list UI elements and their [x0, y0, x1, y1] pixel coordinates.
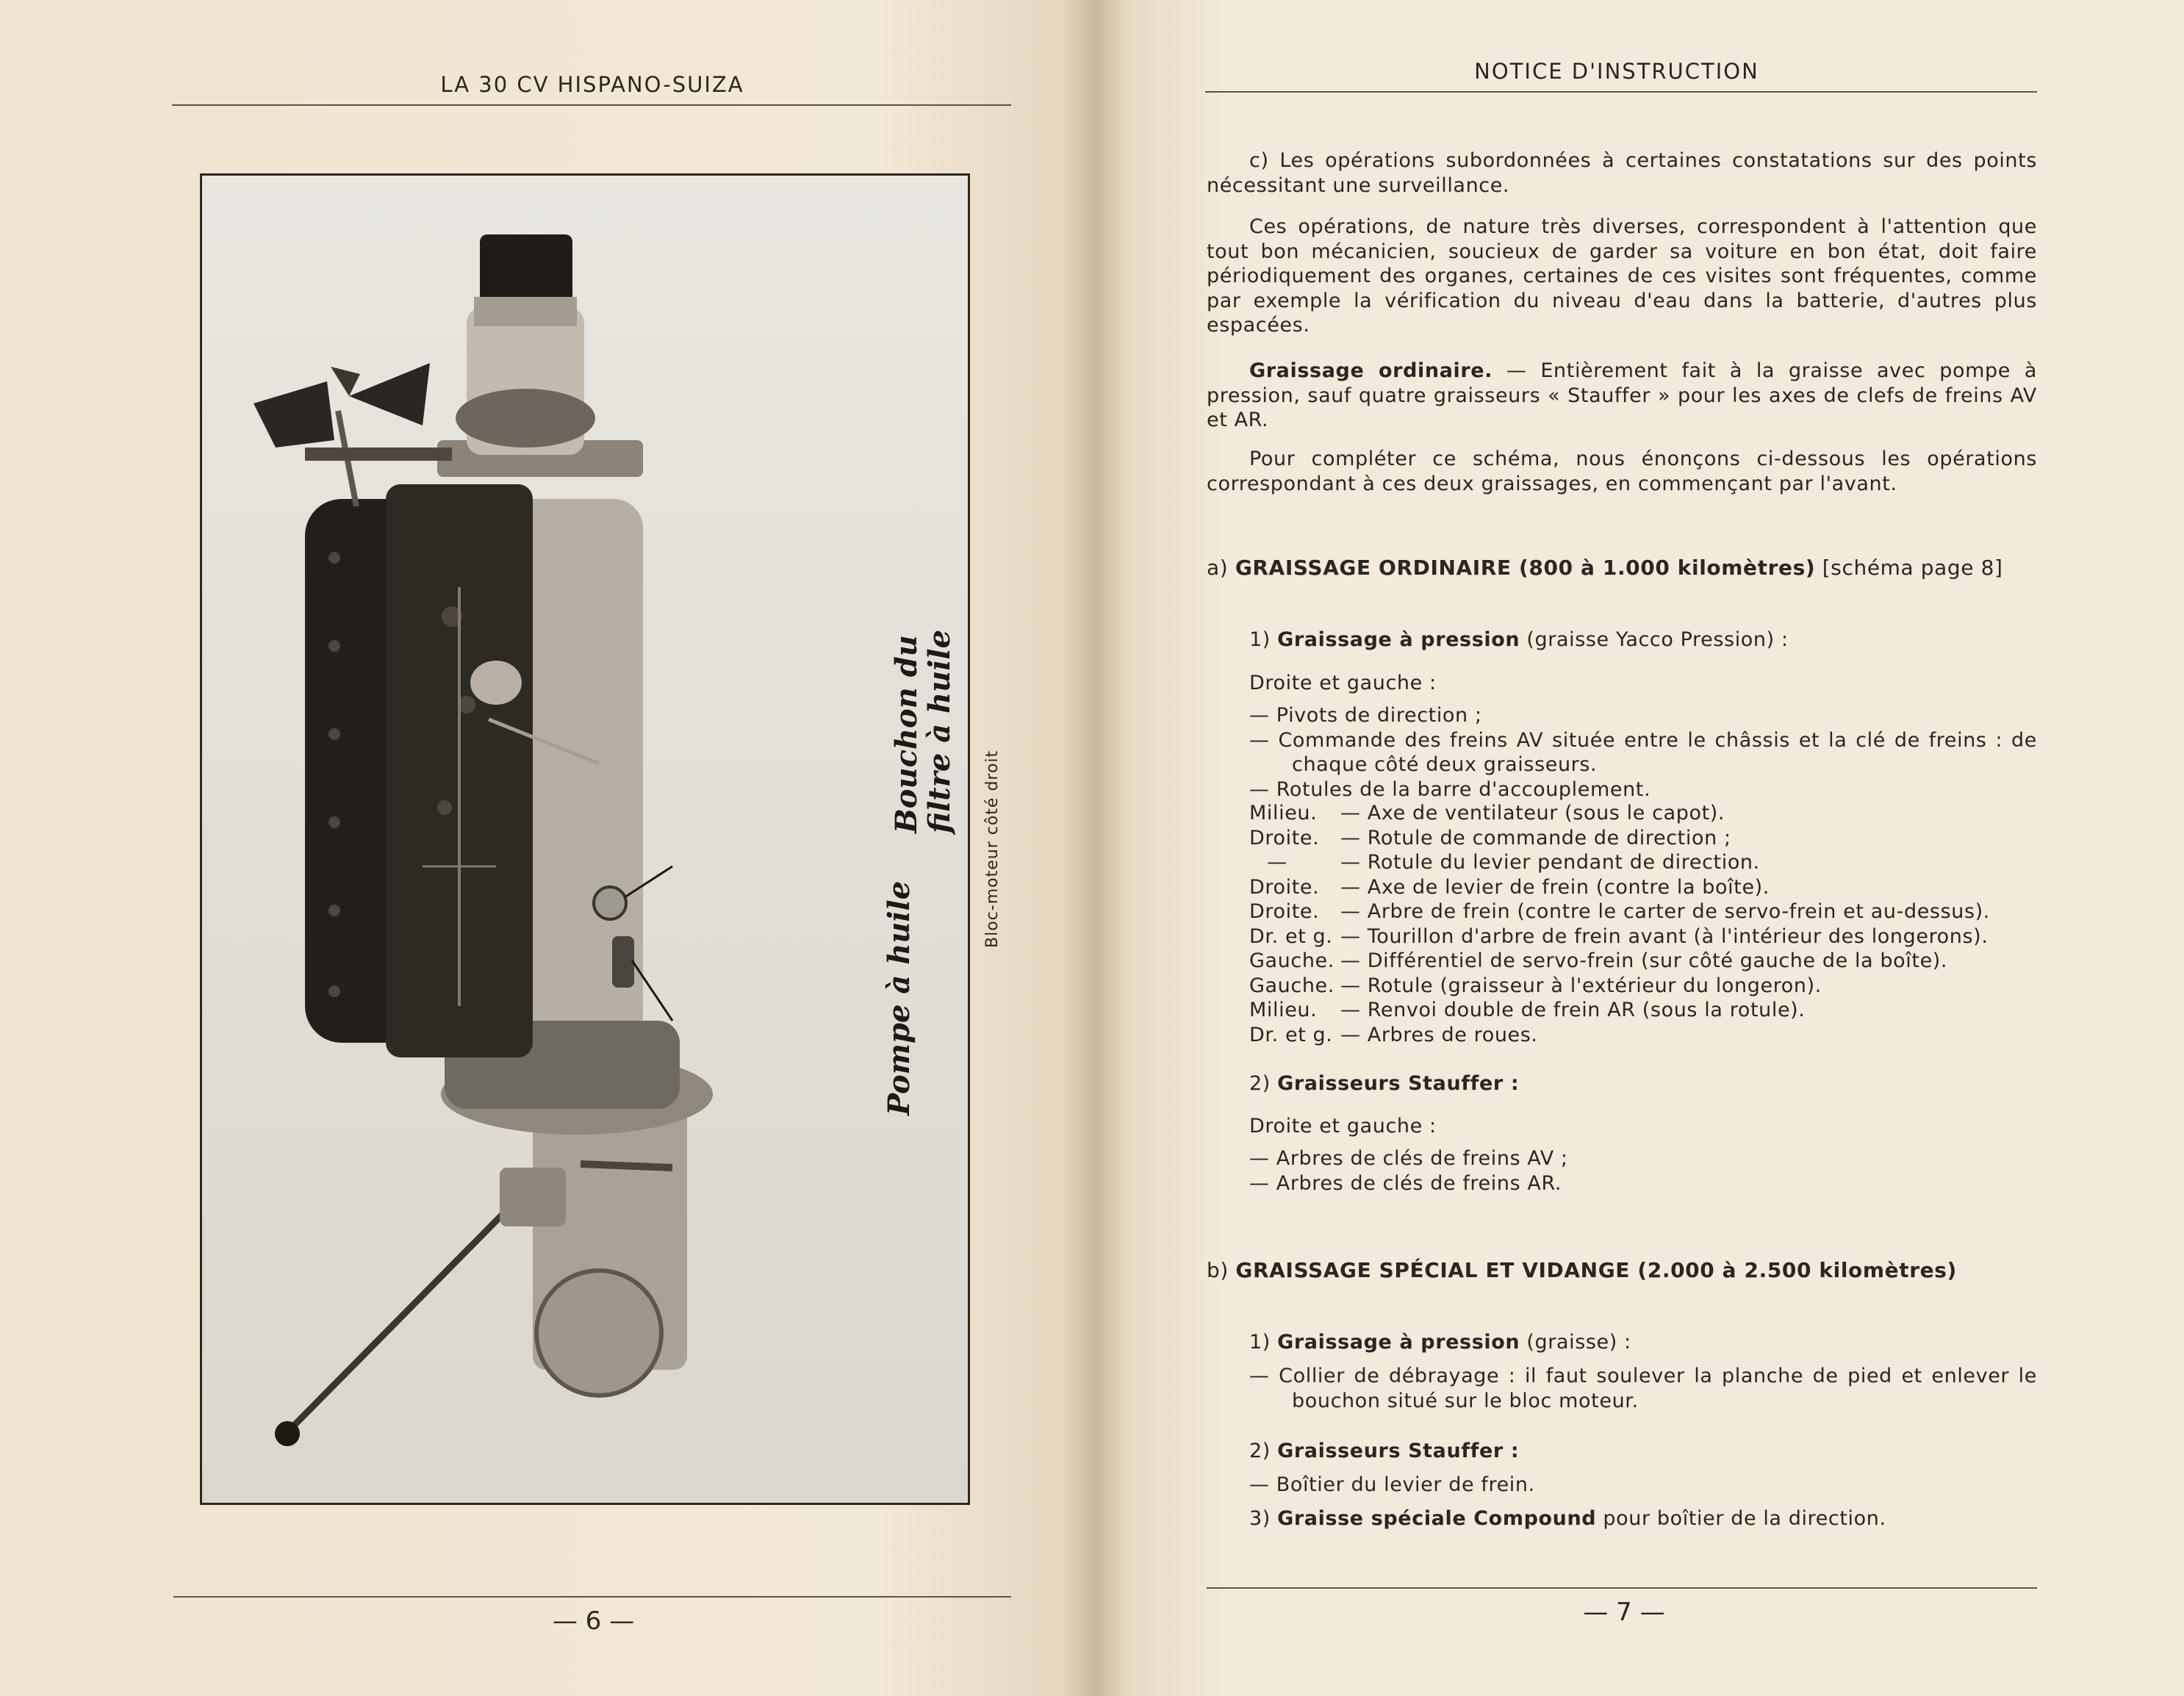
section-b-sub3	[1249, 1506, 1886, 1531]
section-b-sub1-num: 1)	[1249, 1331, 1271, 1354]
section-a-sub1-list	[1249, 703, 2037, 802]
header-rule-right	[1205, 91, 2037, 93]
list-item: — Arbres de clés de freins AR.	[1249, 1171, 1562, 1195]
label-oil-pump: Pompe à huile	[882, 880, 916, 1115]
section-a-sub2-list	[1249, 1146, 1568, 1196]
row-side: —	[1267, 851, 1287, 874]
row-side: Milieu.	[1249, 999, 1318, 1021]
fan-blade	[254, 381, 334, 448]
row-text: — Différentiel de servo-frein (sur côté gauche de la boîte).	[1340, 949, 1948, 972]
servo-brake	[536, 1271, 661, 1395]
row-text: — Rotule de commande de direction ;	[1340, 826, 1731, 849]
row-side: Gauche.	[1249, 974, 1335, 997]
graissage-ordinaire-paragraph	[1207, 359, 2037, 433]
table-row	[1249, 899, 2037, 924]
section-b-sub2-item: — Boîtier du levier de frein.	[1249, 1473, 1535, 1496]
table-row	[1249, 949, 2037, 974]
section-b-sub1-note: (graisse) :	[1526, 1331, 1631, 1354]
section-b-sub1-item: — Collier de débrayage : il faut soulever la planche de pied et enlever le bouchon situé sur le bloc moteur.	[1249, 1365, 2037, 1412]
row-side: Droite.	[1249, 900, 1320, 923]
row-text: — Rotule (graisseur à l'extérieur du longeron).	[1340, 974, 1822, 997]
table-row	[1249, 875, 2037, 900]
oil-pump	[612, 936, 634, 988]
table-row	[1249, 850, 2037, 875]
table-row	[1249, 826, 2037, 851]
table-row	[1249, 974, 2037, 999]
section-b-sub1	[1249, 1330, 1631, 1355]
section-b-sub3-num: 3)	[1249, 1507, 1271, 1530]
table-row	[1249, 1023, 2037, 1048]
list-item: — Commande des freins AV située entre le châssis et la clé de freins : de chaque côté deux graisseurs.	[1249, 728, 2037, 776]
section-a-title: GRAISSAGE ORDINAIRE (800 à 1.000 kilomètres)	[1235, 556, 1816, 580]
table-row	[1249, 801, 2037, 826]
graissage-ordinaire-text: — Entièrement fait à la graisse avec pompe à pression, sauf quatre graisseurs « Stauffer » pour les axes de clefs de freins AV et AR.	[1207, 359, 2037, 431]
row-text: — Arbre de frein (contre le carter de servo-frein et au-dessus).	[1340, 900, 1990, 923]
shift-lever	[289, 1193, 524, 1431]
section-b-sub2-title: Graisseurs Stauffer :	[1277, 1440, 1520, 1462]
section-b-sub3-text: pour boîtier de la direction.	[1603, 1507, 1886, 1530]
list-item: — Pivots de direction ;	[1249, 704, 1482, 727]
running-head-left: LA 30 CV HISPANO-SUIZA	[440, 72, 744, 97]
section-b-sub1-title: Graissage à pression	[1277, 1331, 1520, 1354]
row-side: Dr. et g.	[1249, 1023, 1333, 1046]
section-a-sub2-num: 2)	[1249, 1072, 1271, 1095]
row-text: — Rotule du levier pendant de direction.	[1340, 851, 1760, 874]
carburetor	[470, 661, 522, 705]
oil-filter-cap	[594, 887, 626, 919]
section-a-sub1-title: Graissage à pression	[1277, 628, 1520, 651]
section-b-sub2-num: 2)	[1249, 1440, 1271, 1462]
row-side: Gauche.	[1249, 949, 1335, 972]
row-side: Droite.	[1249, 826, 1320, 849]
section-a-sub2-title: Graisseurs Stauffer :	[1277, 1072, 1520, 1095]
engine-illustration	[202, 176, 968, 1503]
section-a-rows	[1249, 801, 2037, 1047]
list-item: — Rotules de la barre d'accouplement.	[1249, 777, 1651, 801]
section-b-sub2	[1249, 1439, 1519, 1464]
label-filter-line1: Bouchon du	[889, 635, 924, 833]
page-number-right: — 7 —	[1583, 1598, 1665, 1627]
label-filter-line2: filtre à huile	[922, 629, 957, 833]
section-b-prefix: b)	[1207, 1258, 1229, 1282]
intro-paragraph-3: Pour compléter ce schéma, nous énonçons ci-dessous les opérations correspondant à ces deux graissages, en commençant par l'avant.	[1207, 448, 2037, 495]
row-text: — Tourillon d'arbre de frein avant (à l'intérieur des longerons).	[1340, 924, 1989, 948]
row-text: — Axe de ventilateur (sous le capot).	[1340, 802, 1725, 824]
intro-paragraph-2: Ces opérations, de nature très diverses, correspondent à l'attention que tout bon mécanicien, soucieux de garder sa voiture en bon état, doit faire périodiquement des organes, certaines de ces visites sont fréquentes, comme par exemple la vérification du niveau d'eau dans la batterie, d'autres plus espacées.	[1207, 215, 2037, 337]
row-text: — Axe de levier de frein (contre la boîte).	[1340, 875, 1770, 899]
row-text: — Renvoi double de frein AR (sous la rotule).	[1340, 999, 1806, 1021]
section-a-prefix: a)	[1207, 556, 1229, 580]
section-b-sub3-title: Graisse spéciale Compound	[1277, 1507, 1597, 1530]
section-a-sub2	[1249, 1071, 1519, 1096]
header-rule-left	[172, 104, 1011, 106]
footer-rule-left	[173, 1596, 1011, 1598]
list-item: — Arbres de clés de freins AV ;	[1249, 1147, 1568, 1170]
engine-photo	[200, 173, 970, 1505]
section-a-sub1	[1249, 628, 1789, 653]
section-a-sub1-num: 1)	[1249, 628, 1271, 651]
photo-caption: Bloc-moteur côté droit	[983, 750, 1002, 948]
row-text: — Arbres de roues.	[1340, 1023, 1538, 1046]
section-a-heading	[1207, 556, 2003, 580]
table-row	[1249, 924, 2037, 949]
running-head-right: NOTICE D'INSTRUCTION	[1474, 59, 1759, 84]
intro-paragraph-c: c) Les opérations subordonnées à certaines constatations sur des points nécessitant une surveillance.	[1207, 149, 2037, 197]
row-side: Milieu.	[1249, 802, 1318, 824]
section-a-sub1-side: Droite et gauche :	[1249, 672, 1437, 694]
page-number-left: — 6 —	[552, 1606, 635, 1636]
row-side: Droite.	[1249, 875, 1320, 899]
footer-rule-right	[1207, 1587, 2037, 1589]
section-b-title: GRAISSAGE SPÉCIAL ET VIDANGE (2.000 à 2.500 kilomètres)	[1235, 1258, 1957, 1282]
table-row	[1249, 998, 2037, 1023]
section-b-heading	[1207, 1258, 1957, 1282]
lever-knob	[275, 1421, 300, 1446]
section-a-sub2-side: Droite et gauche :	[1249, 1115, 1437, 1138]
graissage-ordinaire-label: Graissage ordinaire.	[1249, 359, 1493, 382]
row-side: Dr. et g.	[1249, 924, 1333, 948]
section-a-ref: [schéma page 8]	[1822, 556, 2003, 580]
section-a-sub1-note: (graisse Yacco Pression) :	[1526, 628, 1789, 651]
right-page	[1095, 0, 2184, 1696]
